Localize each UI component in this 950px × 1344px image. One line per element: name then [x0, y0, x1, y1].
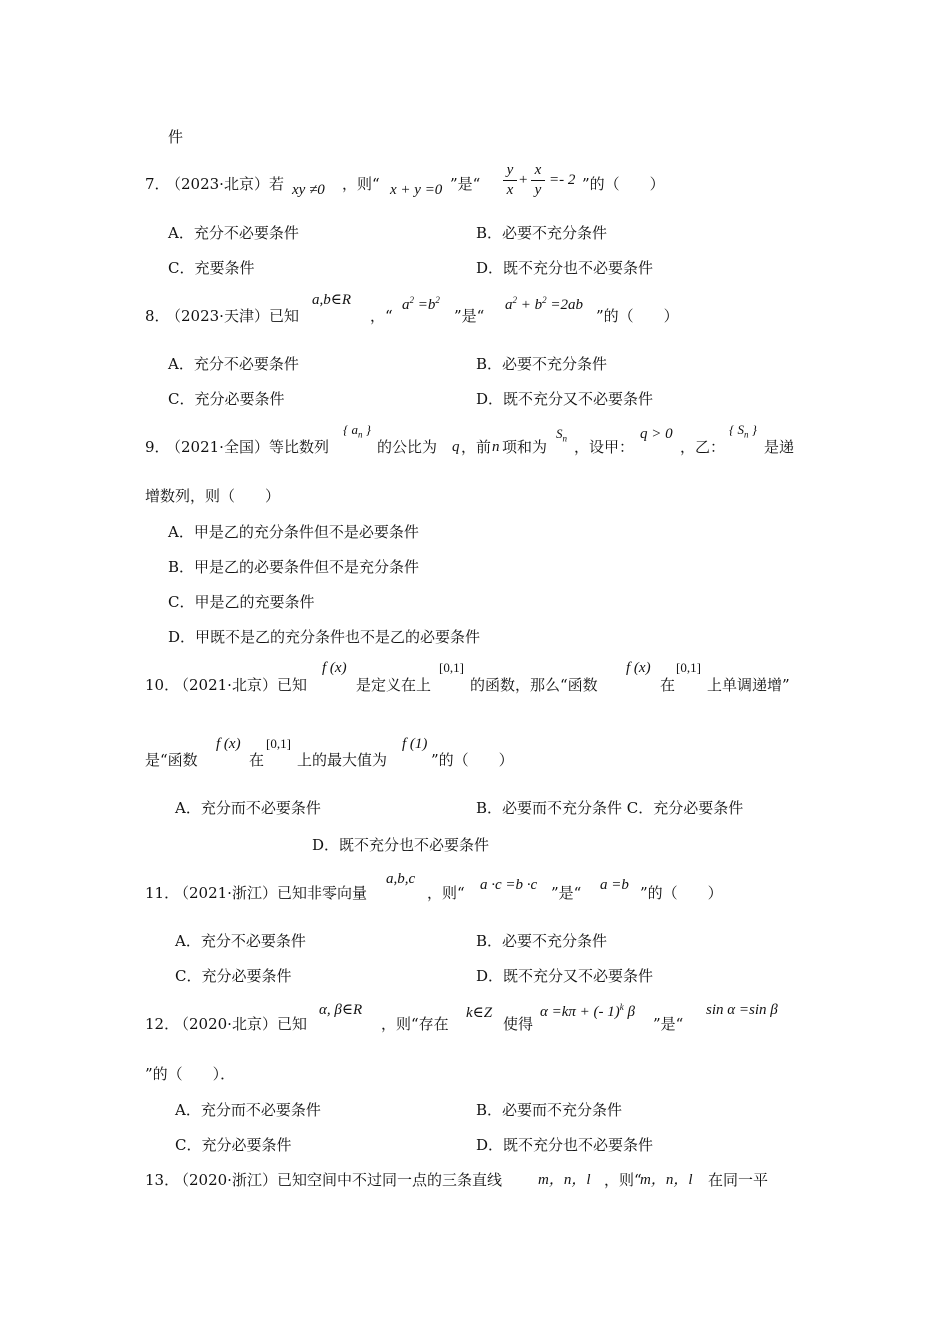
formula: xy ≠0 — [292, 182, 325, 198]
formula: =- 2 — [549, 172, 576, 188]
formula-sequence-a: { $a_n$ } — [343, 422, 371, 440]
question-number: 12． — [145, 1015, 180, 1033]
formula: f (1) — [402, 736, 428, 752]
formula: $a^2 + b^2 =2ab$ — [505, 295, 583, 313]
question-source: （2023·北京）若 — [166, 175, 284, 193]
question-text: ，设甲： — [574, 438, 635, 456]
question-source: （2021·浙江）已知非零向量 — [174, 884, 367, 902]
formula: n — [492, 439, 500, 455]
option-c: C．充要条件 — [168, 259, 255, 277]
formula-interval: [0,1] — [676, 660, 701, 675]
question-number: 8． — [145, 307, 170, 325]
question-number: 9． — [145, 438, 170, 456]
question-text: 增数列，则（ ） — [145, 487, 281, 505]
formula: x + y =0 — [390, 182, 443, 198]
option-a: A．充分不必要条件 — [168, 224, 299, 242]
option-d: D．既不充分也不必要条件 — [476, 1136, 654, 1154]
question-text: ”的（ ） — [596, 307, 679, 325]
question-text: ”是“ — [551, 884, 582, 902]
formula: f (x) — [322, 660, 347, 676]
question-source: （2021·全国）等比数列 — [166, 438, 329, 456]
formula: a,b∈R — [312, 292, 352, 308]
question-text: ，前 — [461, 438, 492, 456]
formula: f (x) — [216, 736, 241, 752]
option-d: D．既不充分又不必要条件 — [476, 967, 654, 985]
question-text: 上单调递增” — [707, 676, 790, 694]
option-c: C．充分必要条件 — [175, 1136, 292, 1154]
question-text: ”是“ — [454, 307, 485, 325]
question-text: ，乙： — [680, 438, 726, 456]
question-text: 使得 — [503, 1015, 534, 1033]
formula: α, β∈R — [319, 1002, 363, 1018]
question-text: 是“函数 — [145, 751, 198, 769]
question-text: 在 — [249, 751, 265, 769]
question-text: ”是“ — [653, 1015, 684, 1033]
question-text: ”是“ — [450, 175, 481, 193]
question-text: 在 — [660, 676, 676, 694]
formula-sum: $S_n$ — [556, 426, 567, 444]
question-text: ”的（ ）． — [145, 1065, 236, 1083]
question-number: 11． — [145, 884, 180, 902]
option-c: C．甲是乙的充要条件 — [168, 593, 315, 611]
question-text: 的函数，那么“函数 — [470, 676, 598, 694]
option-c: C．充分必要条件 — [168, 390, 285, 408]
formula: q > 0 — [640, 426, 673, 442]
option-b: B．必要而不充分条件 — [476, 1101, 623, 1119]
question-source: （2020·北京）已知 — [174, 1015, 307, 1033]
question-text: ”的（ ） — [582, 175, 665, 193]
question-number: 10． — [145, 676, 180, 694]
question-text: ，则“ — [342, 175, 380, 193]
fraction: y x — [503, 163, 517, 198]
formula: a,b,c — [386, 871, 416, 887]
question-text: ，则“存在 — [381, 1015, 449, 1033]
question-source: （2023·天津）已知 — [166, 307, 299, 325]
formula: $a^2 =b^2$ — [402, 295, 440, 313]
option-b-c: B．必要而不充分条件 C．充分必要条件 — [476, 799, 744, 817]
option-d: D．既不充分也不必要条件 — [312, 836, 490, 854]
question-source: （2020·浙江）已知空间中不过同一点的三条直线 — [174, 1171, 502, 1189]
fraction: x y — [531, 163, 545, 198]
formula: a =b — [600, 877, 629, 893]
formula: a ·c =b ·c — [480, 877, 538, 893]
option-b: B．必要不充分条件 — [476, 224, 608, 242]
option-a: A．充分而不必要条件 — [175, 1101, 321, 1119]
option-a: A．充分不必要条件 — [168, 355, 299, 373]
formula: sin α =sin β — [706, 1002, 778, 1018]
formula: + — [519, 172, 528, 188]
option-c: C．充分必要条件 — [175, 967, 292, 985]
question-text: 上的最大值为 — [297, 751, 388, 769]
question-number: 7． — [145, 175, 170, 193]
option-d: D．既不充分也不必要条件 — [476, 259, 654, 277]
option-b: B．必要不充分条件 — [476, 355, 608, 373]
formula: q — [452, 439, 460, 455]
formula: f (x) — [626, 660, 651, 676]
formula: α =kπ + (- 1)$^k$ β — [540, 1002, 636, 1020]
question-text: ”的（ ） — [640, 884, 723, 902]
question-text: 是定义在上 — [356, 676, 432, 694]
formula-sequence-s: { $S_n$ } — [729, 422, 757, 440]
question-text: 项和为 — [502, 438, 548, 456]
question-text: 在同一平 — [708, 1171, 769, 1189]
formula: k∈Z — [466, 1005, 493, 1021]
question-text: ，则“ — [604, 1171, 642, 1189]
option-a: A．充分而不必要条件 — [175, 799, 321, 817]
option-a: A．甲是乙的充分条件但不是必要条件 — [168, 523, 419, 541]
question-text: ，“ — [370, 307, 393, 325]
option-d: D．既不充分又不必要条件 — [476, 390, 654, 408]
formula-interval: [0,1] — [266, 736, 291, 751]
continued-text: 件 — [168, 128, 184, 146]
question-source: （2021·北京）已知 — [174, 676, 307, 694]
option-b: B．必要不充分条件 — [476, 932, 608, 950]
formula-interval: [0,1] — [439, 660, 464, 675]
option-a: A．充分不必要条件 — [175, 932, 306, 950]
question-number: 13． — [145, 1171, 180, 1189]
option-d: D．甲既不是乙的充分条件也不是乙的必要条件 — [168, 628, 481, 646]
question-text: 的公比为 — [377, 438, 438, 456]
formula: m，n，l — [640, 1172, 693, 1188]
question-text: 是递 — [764, 438, 795, 456]
question-text: ，则“ — [427, 884, 465, 902]
formula: m，n，l — [538, 1172, 591, 1188]
option-b: B．甲是乙的必要条件但不是充分条件 — [168, 558, 420, 576]
question-text: ”的（ ） — [431, 751, 514, 769]
